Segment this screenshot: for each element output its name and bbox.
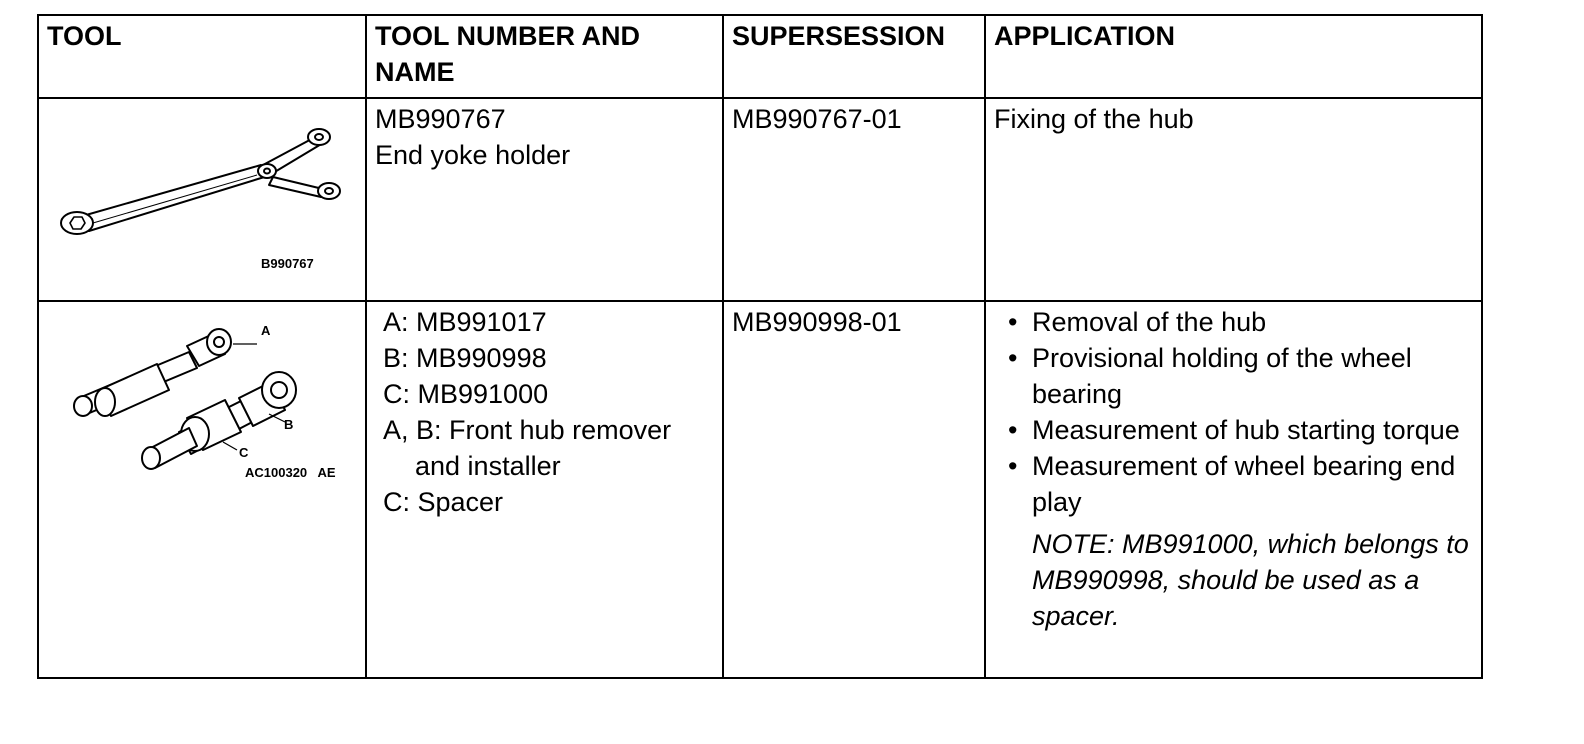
header-supersession: SUPERSESSION — [723, 15, 985, 98]
table-row — [38, 301, 1482, 678]
header-tool: TOOL — [38, 15, 366, 98]
tool-line: A: MB991017 — [383, 307, 547, 337]
list-item: • Removal of the hub — [1008, 307, 1267, 337]
list-item: • Measurement of hub starting torque — [1008, 415, 1460, 445]
special-tools-table — [37, 14, 1483, 679]
supersession-cell: MB990998-01 — [723, 301, 985, 678]
figure-label: AC100320 AE — [245, 465, 336, 480]
application-cell: Fixing of the hub — [985, 98, 1482, 301]
supersession-cell: MB990767-01 — [723, 98, 985, 301]
callout-a: A — [261, 323, 271, 338]
application-list — [994, 304, 1473, 520]
tool-figure-cell — [38, 301, 366, 678]
table-header-row — [38, 15, 1482, 98]
callout-b: B — [284, 417, 294, 432]
application-cell — [985, 301, 1482, 678]
header-tool-number-and-name: TOOL NUMBER AND NAME — [366, 15, 723, 98]
tool-line: C: MB991000 — [383, 379, 549, 409]
tool-number-cell — [366, 98, 723, 301]
front-hub-remover-illustration — [39, 302, 367, 482]
tool-line: A, B: Front hub remover and installer — [383, 415, 672, 481]
application-note: NOTE: MB991000, which belongs to MB990998, should be used as a spacer. — [1032, 529, 1469, 631]
header-application: APPLICATION — [985, 15, 1482, 98]
tool-figure-cell — [38, 98, 366, 301]
figure-label: B990767 — [261, 256, 314, 271]
tool-line: B: MB990998 — [383, 343, 547, 373]
tool-name: End yoke holder — [375, 140, 571, 170]
end-yoke-holder-illustration — [39, 99, 367, 302]
list-item: • Provisional holding of the wheel bearing — [1008, 343, 1412, 409]
tool-line: C: Spacer — [383, 487, 504, 517]
list-item: • Measurement of wheel bearing end play — [1008, 451, 1456, 517]
tool-number: MB990767 — [375, 104, 506, 134]
callout-c: C — [239, 445, 249, 460]
tool-number-cell — [366, 301, 723, 678]
table-row — [38, 98, 1482, 301]
